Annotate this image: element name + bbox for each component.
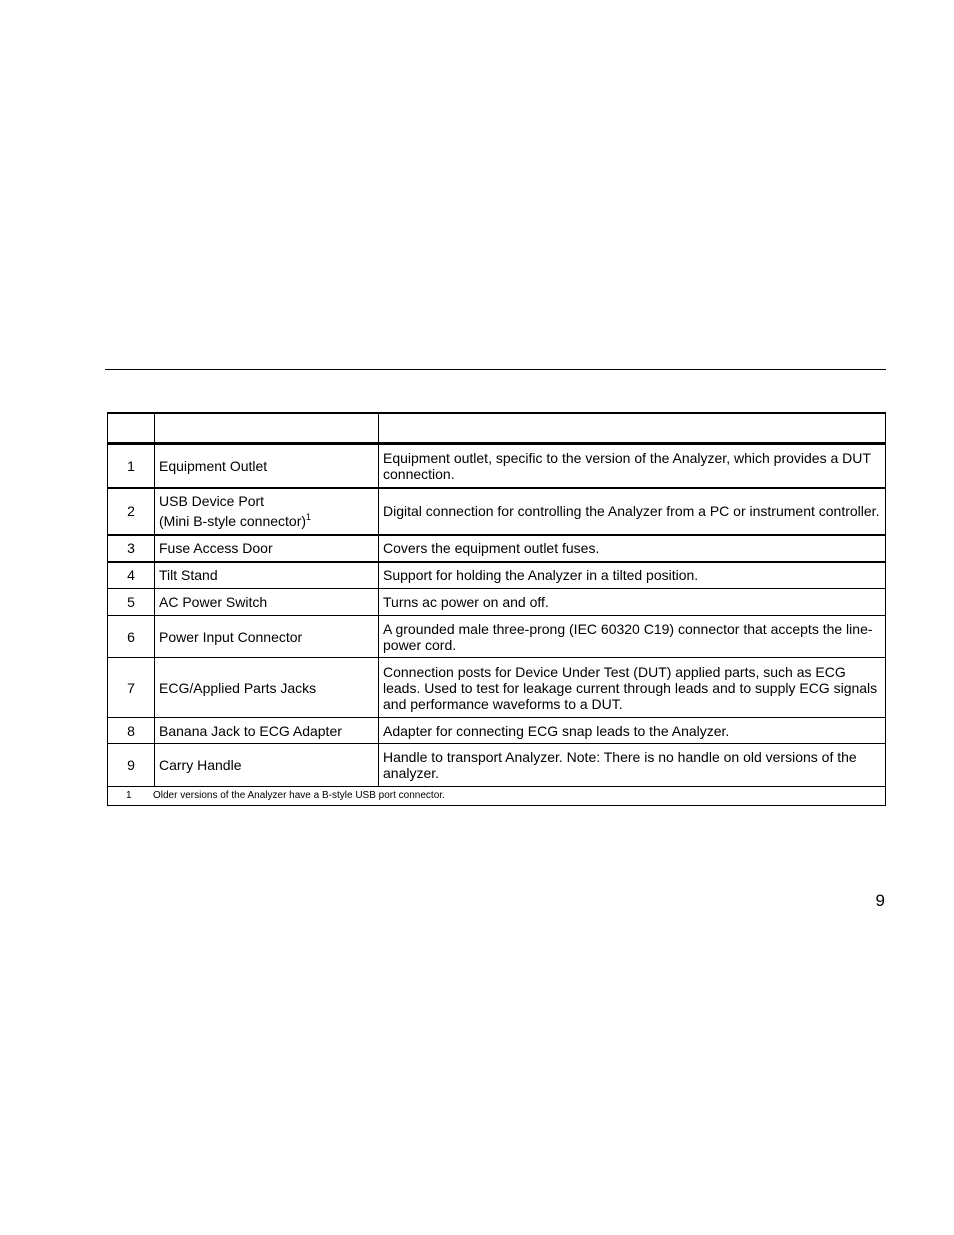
item-name-detail	[159, 513, 374, 529]
item-description: Equipment outlet, specific to the version of the Analyzer, which provides a DUT connection.	[379, 444, 886, 488]
footnote-row	[108, 787, 886, 806]
footnote-text: Older versions of the Analyzer have a B-style USB port connector.	[153, 790, 445, 801]
footnote-mark: 1	[126, 790, 132, 801]
table-row	[108, 444, 886, 488]
item-number: 2	[108, 488, 155, 535]
item-name: Fuse Access Door	[155, 535, 379, 562]
item-number: 6	[108, 616, 155, 658]
table-row	[108, 616, 886, 658]
table-row	[108, 718, 886, 744]
item-description: A grounded male three-prong (IEC 60320 C19) connector that accepts the line-power cord.	[379, 616, 886, 658]
table-row	[108, 658, 886, 718]
table-row	[108, 744, 886, 787]
footnote	[108, 787, 886, 806]
item-name: Carry Handle	[155, 744, 379, 787]
item-description: Digital connection for controlling the Analyzer from a PC or instrument controller.	[379, 488, 886, 535]
section-divider	[105, 369, 886, 370]
item-number: 9	[108, 744, 155, 787]
table-row	[108, 589, 886, 616]
item-number: 1	[108, 444, 155, 488]
item-description: Turns ac power on and off.	[379, 589, 886, 616]
item-number: 5	[108, 589, 155, 616]
header-item	[108, 413, 155, 444]
item-name: Power Input Connector	[155, 616, 379, 658]
page-number: 9	[875, 891, 885, 910]
item-name-cell	[155, 488, 379, 535]
item-name: ECG/Applied Parts Jacks	[155, 658, 379, 718]
item-name: Tilt Stand	[155, 562, 379, 589]
item-description: Covers the equipment outlet fuses.	[379, 535, 886, 562]
header-description	[379, 413, 886, 444]
item-number: 3	[108, 535, 155, 562]
table-row	[108, 535, 886, 562]
table-row	[108, 562, 886, 589]
table-row	[108, 488, 886, 535]
item-number: 7	[108, 658, 155, 718]
table-header-row	[108, 413, 886, 444]
controls-table	[107, 412, 886, 806]
item-name: USB Device Port	[159, 493, 265, 509]
item-name-sub: (Mini B-style connector)	[159, 513, 307, 529]
footnote-reference: 1	[306, 512, 312, 522]
item-number: 4	[108, 562, 155, 589]
item-name: Equipment Outlet	[155, 444, 379, 488]
item-description: Adapter for connecting ECG snap leads to the Analyzer.	[379, 718, 886, 744]
item-number: 8	[108, 718, 155, 744]
item-description: Connection posts for Device Under Test (DUT) applied parts, such as ECG leads. Used to test for leakage current through leads and to supply ECG signals and performance waveforms to a DUT.	[379, 658, 886, 718]
item-name: Banana Jack to ECG Adapter	[155, 718, 379, 744]
item-name: AC Power Switch	[155, 589, 379, 616]
item-description: Handle to transport Analyzer. Note: There is no handle on old versions of the analyzer.	[379, 744, 886, 787]
item-description: Support for holding the Analyzer in a tilted position.	[379, 562, 886, 589]
header-name	[155, 413, 379, 444]
